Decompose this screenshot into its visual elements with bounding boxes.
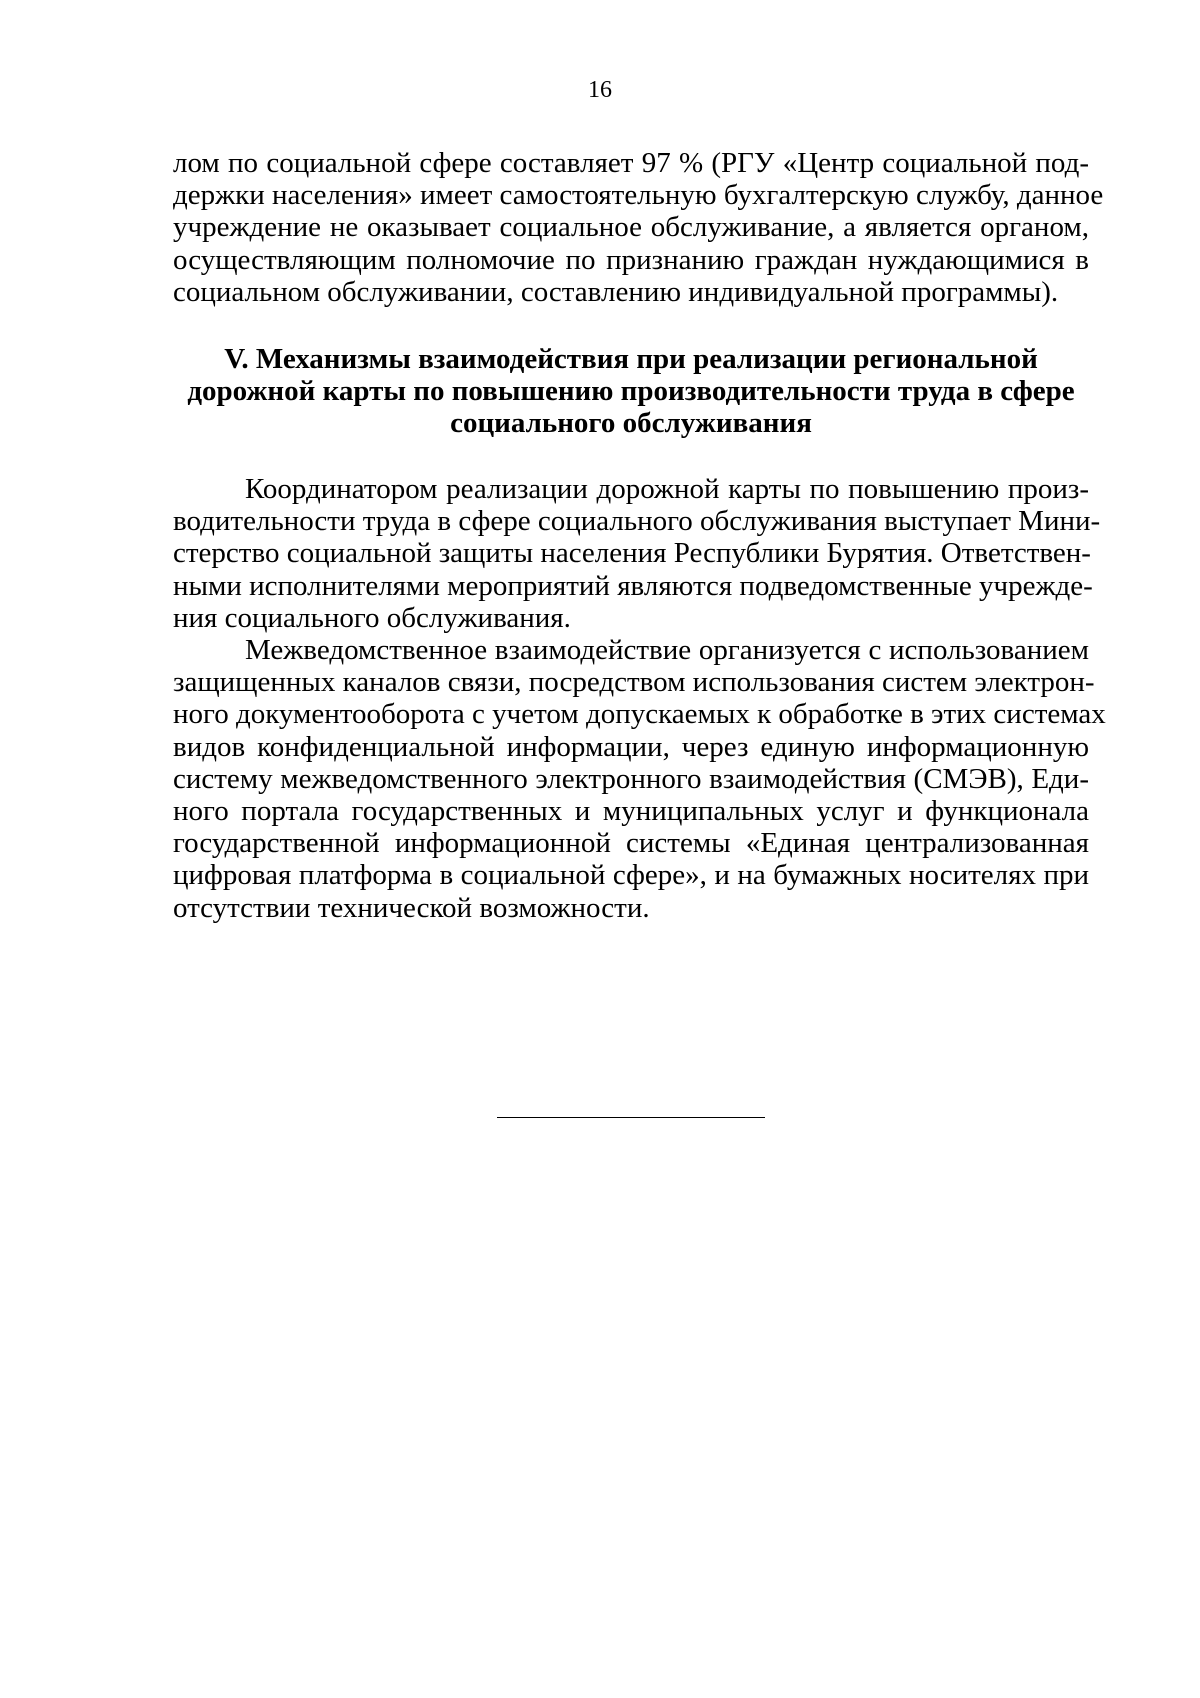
paragraph-interagency bbox=[173, 634, 1106, 924]
text-line: систему межведомственного электронного взаимодействия (СМЭВ), Еди- bbox=[173, 762, 1089, 795]
text-line: видов конфиденциальной информации, через единую информационную bbox=[173, 730, 1089, 763]
text-line: социальном обслуживании, составлению индивидуальной программы). bbox=[173, 275, 1059, 308]
text-line: защищенных каналов связи, посредством использования систем электрон- bbox=[173, 666, 1095, 699]
text-line: государственной информационной системы «Единая централизованная bbox=[173, 827, 1089, 860]
text-line: учреждение не оказывает социальное обслуживание, а является органом, bbox=[173, 211, 1089, 244]
text-line: держки населения» имеет самостоятельную бухгалтерскую службу, данное bbox=[173, 179, 1104, 212]
text-line: Координатором реализации дорожной карты по повышению произ- bbox=[245, 473, 1089, 505]
text-line: ного портала государственных и муниципальных услуг и функционала bbox=[173, 795, 1089, 828]
text-line: осуществляющим полномочие по признанию граждан нуждающимися в bbox=[173, 243, 1089, 276]
text-line: Межведомственное взаимодействие организуется с использованием bbox=[245, 634, 1089, 666]
text-line: ными исполнителями мероприятий являются подведомственные учрежде- bbox=[173, 569, 1093, 602]
text-line: водительности труда в сфере социального обслуживания выступает Мини- bbox=[173, 505, 1101, 538]
text-line: отсутствии технической возможности. bbox=[173, 891, 650, 924]
section-heading bbox=[173, 343, 1089, 440]
text-line: ния социального обслуживания. bbox=[173, 601, 571, 634]
end-divider-line bbox=[497, 1117, 765, 1118]
text-line: стерство социальной защиты населения Республики Бурятия. Ответствен- bbox=[173, 537, 1091, 570]
text-line: цифровая платформа в социальной сфере», и на бумажных носителях при bbox=[173, 859, 1089, 892]
paragraph-coordinator bbox=[173, 473, 1101, 634]
text-line: лом по социальной сфере составляет 97 % (РГУ «Центр социальной под- bbox=[173, 147, 1089, 179]
heading-line: социального обслуживания bbox=[450, 407, 812, 440]
page-number: 16 bbox=[588, 77, 612, 103]
heading-line: V. Механизмы взаимодействия при реализации региональной bbox=[224, 343, 1038, 375]
paragraph-continuation bbox=[173, 147, 1104, 308]
heading-line: дорожной карты по повышению производительности труда в сфере bbox=[187, 375, 1075, 408]
text-line: ного документооборота с учетом допускаемых к обработке в этих системах bbox=[173, 698, 1106, 731]
